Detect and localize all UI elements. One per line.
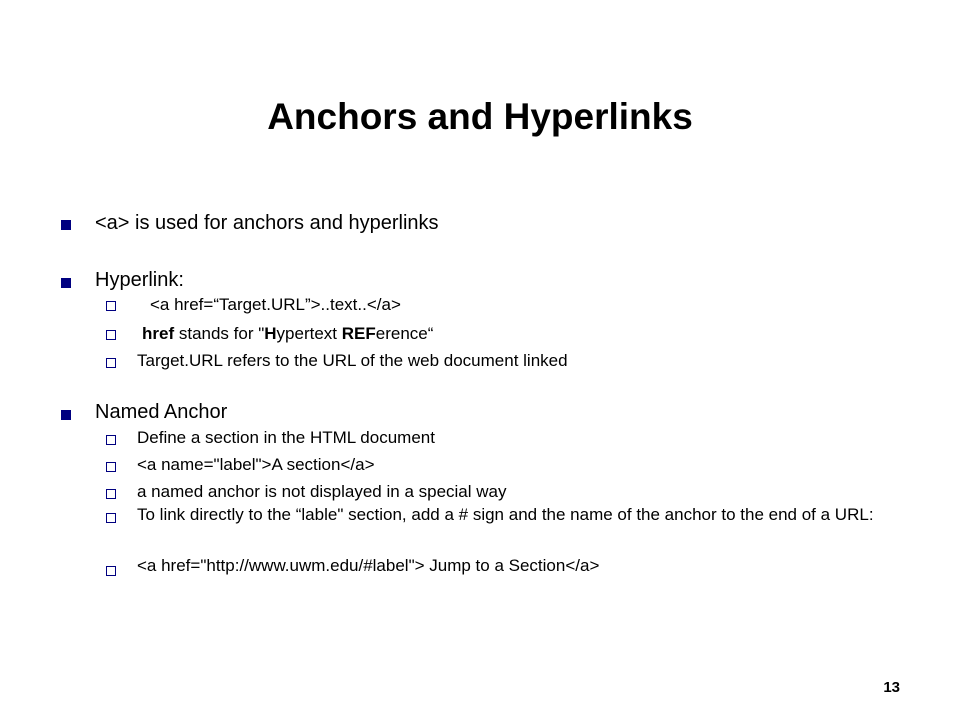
sub-bullet-href-meaning (142, 324, 433, 344)
hollow-square-bullet-icon (106, 489, 116, 499)
square-bullet-icon (61, 410, 71, 420)
sub-bullet-link-directly: To link directly to the “lable" section, add a # sign and the name of the anchor to the end of a URL: (137, 505, 874, 524)
square-bullet-icon (61, 220, 71, 230)
sub-bullet-jump-syntax: <a href="http://www.uwm.edu/#label"> Jump to a Section</a> (137, 556, 600, 575)
hollow-square-bullet-icon (106, 435, 116, 445)
hollow-square-bullet-icon (106, 566, 116, 576)
sub-bullet-not-displayed: a named anchor is not displayed in a special way (137, 482, 507, 501)
sub-bullet-hyperlink-syntax: <a href=“Target.URL”>..text..</a> (150, 295, 401, 314)
page-number: 13 (883, 679, 900, 696)
href-ref: REF (341, 324, 376, 343)
sub-bullet-target-url: Target.URL refers to the URL of the web document linked (137, 351, 568, 370)
href-h: H (264, 324, 277, 343)
bullet-anchors-intro: <a> is used for anchors and hyperlinks (95, 212, 439, 234)
sub-bullet-define-section: Define a section in the HTML document (137, 428, 435, 447)
hollow-square-bullet-icon (106, 462, 116, 472)
square-bullet-icon (61, 278, 71, 288)
hollow-square-bullet-icon (106, 330, 116, 340)
href-text-2: ypertext (276, 324, 342, 343)
slide-title: Anchors and Hyperlinks (267, 96, 693, 137)
sub-bullet-name-syntax: <a name="label">A section</a> (137, 455, 375, 474)
href-keyword: href (142, 324, 175, 343)
hollow-square-bullet-icon (106, 358, 116, 368)
bullet-named-anchor: Named Anchor (95, 401, 228, 423)
bullet-hyperlink: Hyperlink: (95, 269, 184, 291)
hollow-square-bullet-icon (106, 301, 116, 311)
hollow-square-bullet-icon (106, 513, 116, 523)
href-text-1: stands for " (174, 324, 265, 343)
href-text-3: erence“ (375, 324, 434, 343)
